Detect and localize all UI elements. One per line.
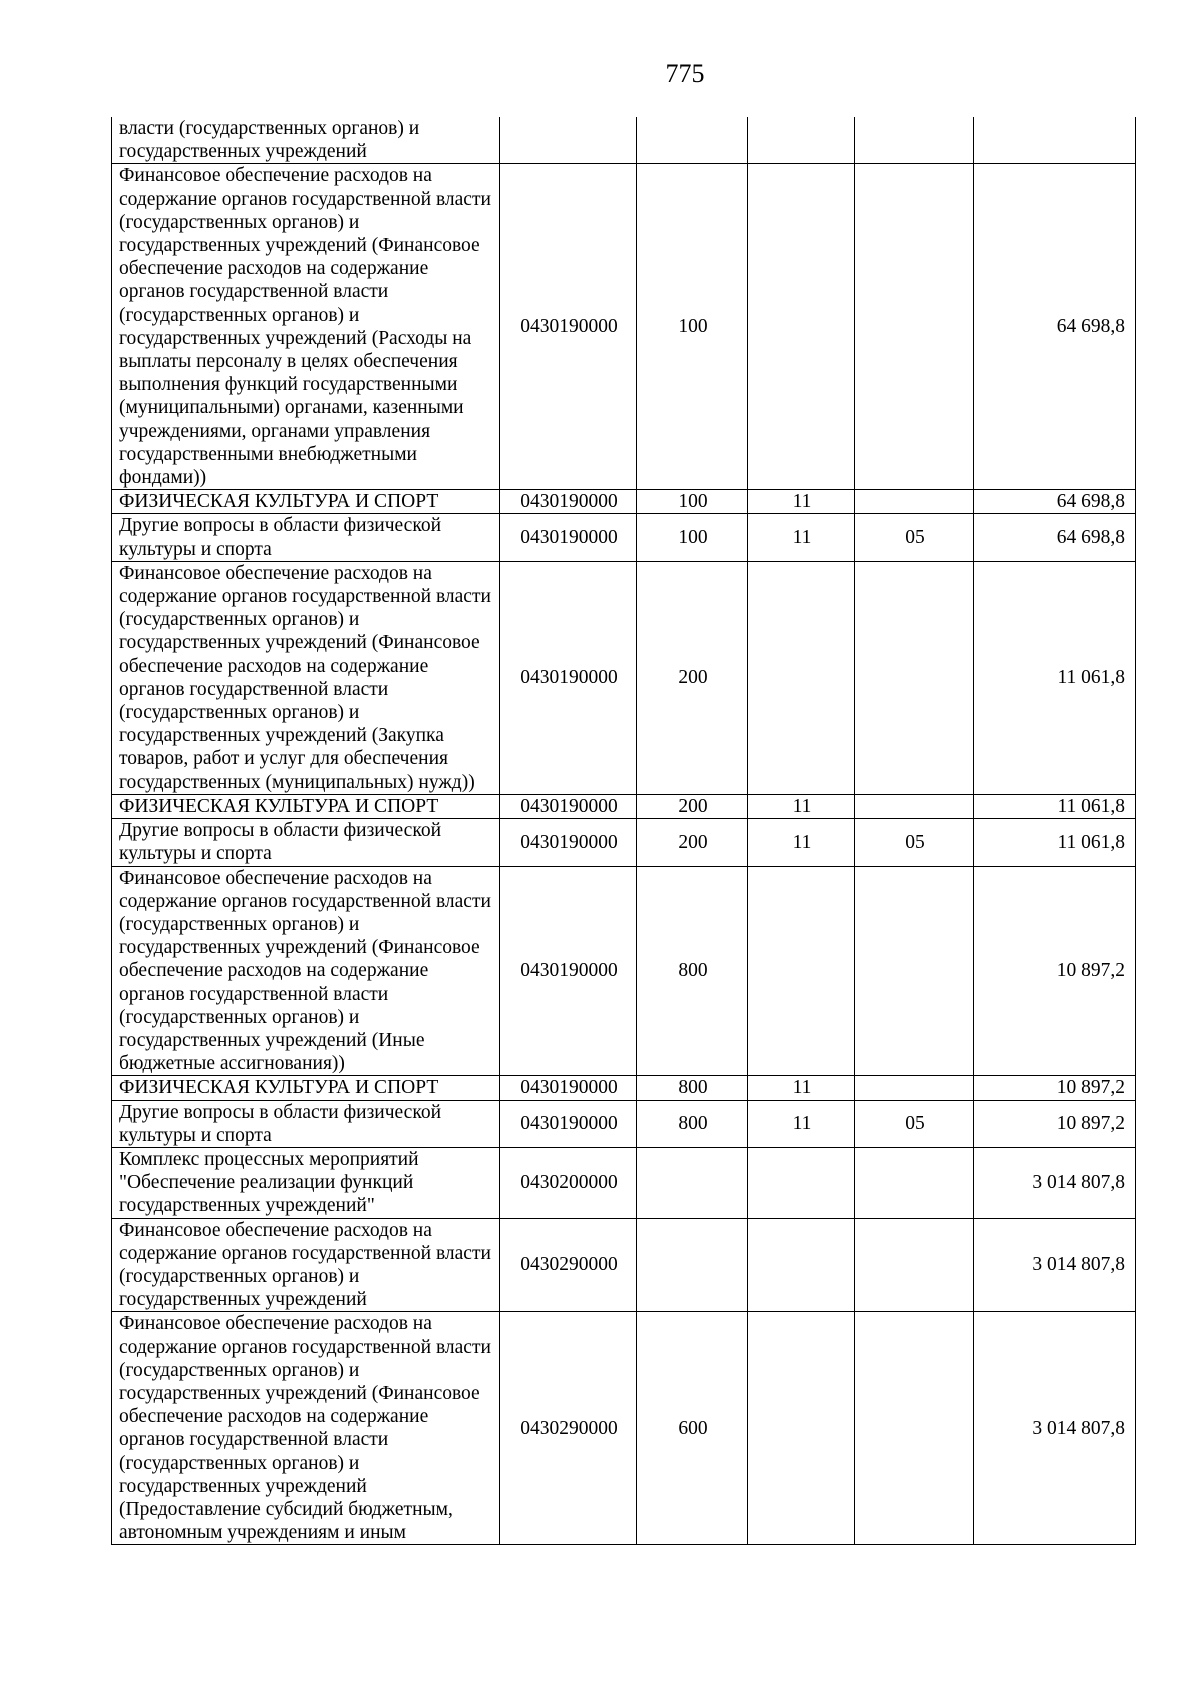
- cell-item-name: Финансовое обеспечение расходов на содержание органов государственной власти (государственных органов) и государственных учреждений (Финансовое обеспечение расходов на содержание органов государственной власти (государственных органов) и государственных учреждений (Иные бюджетные ассигнования)): [112, 866, 500, 1076]
- table-row: [112, 1100, 1136, 1147]
- cell-section: [748, 117, 855, 164]
- table-row: [112, 1147, 1136, 1218]
- cell-expense-type: [637, 117, 748, 164]
- cell-target-article: 0430190000: [500, 866, 637, 1076]
- cell-subsection: [855, 561, 974, 794]
- cell-subsection: [855, 117, 974, 164]
- cell-subsection: [855, 490, 974, 514]
- cell-expense-type: 600: [637, 1312, 748, 1545]
- table-row: [112, 1218, 1136, 1312]
- cell-target-article: 0430190000: [500, 1100, 637, 1147]
- table-row: [112, 561, 1136, 794]
- cell-target-article: 0430190000: [500, 1076, 637, 1100]
- cell-section: 11: [748, 1076, 855, 1100]
- cell-amount: 64 698,8: [974, 490, 1136, 514]
- cell-section: 11: [748, 490, 855, 514]
- cell-item-name: Другие вопросы в области физической культуры и спорта: [112, 819, 500, 866]
- table-row: [112, 117, 1136, 164]
- cell-item-name: власти (государственных органов) и государственных учреждений: [112, 117, 500, 164]
- table-row: [112, 819, 1136, 866]
- cell-amount: 11 061,8: [974, 561, 1136, 794]
- cell-target-article: 0430190000: [500, 819, 637, 866]
- cell-target-article: 0430190000: [500, 794, 637, 818]
- cell-target-article: 0430190000: [500, 561, 637, 794]
- cell-amount: 3 014 807,8: [974, 1147, 1136, 1218]
- cell-amount: 3 014 807,8: [974, 1312, 1136, 1545]
- cell-expense-type: 200: [637, 794, 748, 818]
- cell-expense-type: 100: [637, 164, 748, 490]
- cell-subsection: [855, 164, 974, 490]
- cell-item-name: ФИЗИЧЕСКАЯ КУЛЬТУРА И СПОРТ: [112, 794, 500, 818]
- cell-subsection: [855, 1218, 974, 1312]
- cell-expense-type: 200: [637, 561, 748, 794]
- cell-amount: 10 897,2: [974, 866, 1136, 1076]
- table-row: [112, 164, 1136, 490]
- cell-section: [748, 1218, 855, 1312]
- cell-expense-type: 100: [637, 490, 748, 514]
- cell-expense-type: [637, 1218, 748, 1312]
- cell-section: [748, 164, 855, 490]
- cell-item-name: ФИЗИЧЕСКАЯ КУЛЬТУРА И СПОРТ: [112, 490, 500, 514]
- page-number: 775: [665, 59, 705, 88]
- cell-item-name: Финансовое обеспечение расходов на содержание органов государственной власти (государственных органов) и государственных учреждений (Финансовое обеспечение расходов на содержание органов государственной власти (государственных органов) и государственных учреждений (Закупка товаров, работ и услуг для обеспечения государственных (муниципальных) нужд)): [112, 561, 500, 794]
- cell-amount: 11 061,8: [974, 794, 1136, 818]
- cell-item-name: Финансовое обеспечение расходов на содержание органов государственной власти (государственных органов) и государственных учреждений (Финансовое обеспечение расходов на содержание органов государственной власти (государственных органов) и государственных учреждений (Предоставление субсидий бюджетным, автономным учреждениям и иным: [112, 1312, 500, 1545]
- cell-section: [748, 1147, 855, 1218]
- cell-expense-type: 800: [637, 1100, 748, 1147]
- cell-amount: 64 698,8: [974, 164, 1136, 490]
- cell-section: [748, 1312, 855, 1545]
- cell-section: 11: [748, 514, 855, 561]
- cell-subsection: 05: [855, 1100, 974, 1147]
- cell-item-name: Финансовое обеспечение расходов на содержание органов государственной власти (государственных органов) и государственных учреждений: [112, 1218, 500, 1312]
- cell-section: 11: [748, 794, 855, 818]
- cell-section: 11: [748, 1100, 855, 1147]
- cell-amount: 10 897,2: [974, 1100, 1136, 1147]
- cell-expense-type: 800: [637, 1076, 748, 1100]
- cell-target-article: 0430190000: [500, 514, 637, 561]
- table-row: [112, 490, 1136, 514]
- cell-section: [748, 866, 855, 1076]
- cell-amount: 64 698,8: [974, 514, 1136, 561]
- cell-subsection: [855, 1147, 974, 1218]
- cell-amount: [974, 117, 1136, 164]
- table-row: [112, 514, 1136, 561]
- cell-amount: 3 014 807,8: [974, 1218, 1136, 1312]
- cell-expense-type: 200: [637, 819, 748, 866]
- cell-section: 11: [748, 819, 855, 866]
- cell-amount: 11 061,8: [974, 819, 1136, 866]
- table-row: [112, 1312, 1136, 1545]
- cell-section: [748, 561, 855, 794]
- cell-target-article: 0430200000: [500, 1147, 637, 1218]
- cell-target-article: 0430190000: [500, 164, 637, 490]
- budget-table: [111, 117, 1136, 1545]
- cell-target-article: 0430290000: [500, 1312, 637, 1545]
- cell-subsection: [855, 1076, 974, 1100]
- cell-subsection: 05: [855, 514, 974, 561]
- budget-table-body: [112, 117, 1136, 1545]
- cell-expense-type: [637, 1147, 748, 1218]
- cell-target-article: 0430190000: [500, 490, 637, 514]
- cell-subsection: [855, 794, 974, 818]
- cell-expense-type: 800: [637, 866, 748, 1076]
- cell-item-name: Другие вопросы в области физической культуры и спорта: [112, 1100, 500, 1147]
- cell-subsection: [855, 1312, 974, 1545]
- cell-item-name: Другие вопросы в области физической культуры и спорта: [112, 514, 500, 561]
- cell-expense-type: 100: [637, 514, 748, 561]
- cell-subsection: [855, 866, 974, 1076]
- cell-item-name: ФИЗИЧЕСКАЯ КУЛЬТУРА И СПОРТ: [112, 1076, 500, 1100]
- table-row: [112, 794, 1136, 818]
- cell-item-name: Комплекс процессных мероприятий "Обеспечение реализации функций государственных учреждений": [112, 1147, 500, 1218]
- table-row: [112, 866, 1136, 1076]
- cell-target-article: [500, 117, 637, 164]
- cell-amount: 10 897,2: [974, 1076, 1136, 1100]
- cell-item-name: Финансовое обеспечение расходов на содержание органов государственной власти (государственных органов) и государственных учреждений (Финансовое обеспечение расходов на содержание органов государственной власти (государственных органов) и государственных учреждений (Расходы на выплаты персоналу в целях обеспечения выполнения функций государственными (муниципальными) органами, казенными учреждениями, органами управления государственными внебюджетными фондами)): [112, 164, 500, 490]
- cell-target-article: 0430290000: [500, 1218, 637, 1312]
- cell-subsection: 05: [855, 819, 974, 866]
- table-row: [112, 1076, 1136, 1100]
